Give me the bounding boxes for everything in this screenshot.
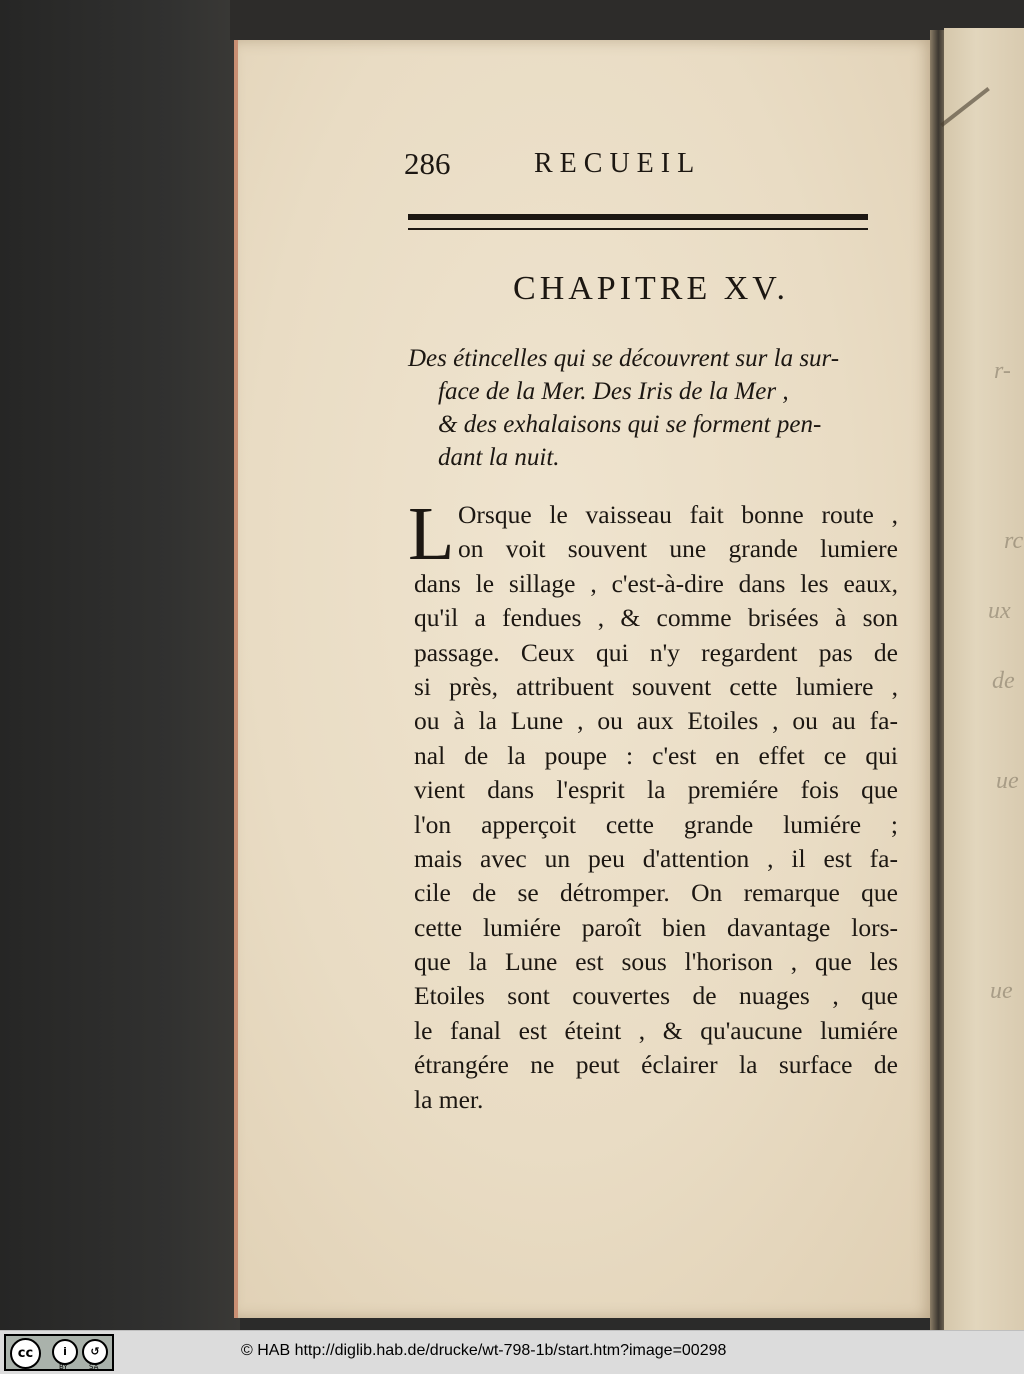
summary-line: Des étincelles qui se découvrent sur la sur- bbox=[408, 345, 840, 372]
body-line: étrangére ne peut éclairer la surface de bbox=[414, 1050, 898, 1080]
page-number: 286 bbox=[404, 146, 451, 181]
drop-cap: L bbox=[408, 492, 455, 576]
head-rule-thick bbox=[408, 214, 868, 220]
body-paragraph bbox=[414, 498, 898, 1117]
chapter-title: CHAPITRE XV. bbox=[513, 270, 789, 307]
footer-bar bbox=[0, 1330, 1024, 1374]
bleed-through-glyph: ue bbox=[996, 768, 1019, 794]
summary-line: dant la nuit. bbox=[438, 444, 560, 471]
body-line: la mer. bbox=[414, 1084, 484, 1114]
body-line: vient dans l'esprit la premiére fois que bbox=[414, 775, 898, 805]
body-line: passage. Ceux qui n'y regardent pas de bbox=[414, 637, 898, 667]
summary-line: face de la Mer. Des Iris de la Mer , bbox=[438, 378, 789, 405]
body-line: nal de la poupe : c'est en effet ce qui bbox=[414, 740, 898, 770]
body-line: on voit souvent une grande lumiere bbox=[458, 534, 898, 564]
cc-license-badge[interactable] bbox=[4, 1334, 114, 1371]
body-line: qu'il a fendues , & comme brisées à son bbox=[414, 603, 898, 633]
summary-line: & des exhalaisons qui se forment pen- bbox=[438, 411, 822, 438]
body-line: que la Lune est sous l'horison , que les bbox=[414, 947, 898, 977]
sa-label: SA bbox=[89, 1363, 99, 1371]
body-line: cette lumiére paroît bien davantage lors- bbox=[414, 912, 898, 942]
scan-background-left bbox=[0, 0, 240, 1330]
book-gutter bbox=[930, 30, 944, 1330]
scan-background-top bbox=[230, 0, 1024, 40]
chapter-summary bbox=[408, 342, 898, 474]
running-head bbox=[404, 146, 874, 186]
facing-page-edge bbox=[944, 28, 1024, 1330]
copyright-text: © HAB http://diglib.hab.de/drucke/wt-798-1b/start.htm?image=00298 bbox=[241, 1342, 727, 1359]
body-line: Etoiles sont couvertes de nuages , que bbox=[414, 981, 898, 1011]
head-rule-thin bbox=[408, 228, 868, 230]
bleed-through-glyph: de bbox=[992, 668, 1015, 694]
bleed-through-glyph: r- bbox=[994, 358, 1011, 384]
bleed-through-glyph: ux bbox=[988, 598, 1011, 624]
body-line: mais avec un peu d'attention , il est fa- bbox=[414, 843, 898, 873]
attribution-icon: i bbox=[52, 1339, 78, 1365]
body-line: si près, attribuent souvent cette lumiere , bbox=[414, 671, 898, 701]
bleed-through-glyph: rc bbox=[1004, 528, 1024, 554]
body-line: dans le sillage , c'est-à-dire dans les eaux, bbox=[414, 568, 898, 598]
body-line: le fanal est éteint , & qu'aucune lumiére bbox=[414, 1015, 898, 1045]
body-line: ou à la Lune , ou aux Etoiles , ou au fa- bbox=[414, 706, 898, 736]
bleed-through-glyph: ue bbox=[990, 978, 1013, 1004]
body-line: l'on apperçoit cette grande lumiére ; bbox=[414, 809, 898, 839]
running-title: RECUEIL bbox=[534, 148, 702, 179]
cc-icon: cc bbox=[10, 1338, 41, 1369]
by-label: BY bbox=[59, 1363, 68, 1371]
share-alike-icon: ↺ bbox=[82, 1339, 108, 1365]
body-line: Orsque le vaisseau fait bonne route , bbox=[458, 500, 898, 529]
body-line: cile de se détromper. On remarque que bbox=[414, 878, 898, 908]
